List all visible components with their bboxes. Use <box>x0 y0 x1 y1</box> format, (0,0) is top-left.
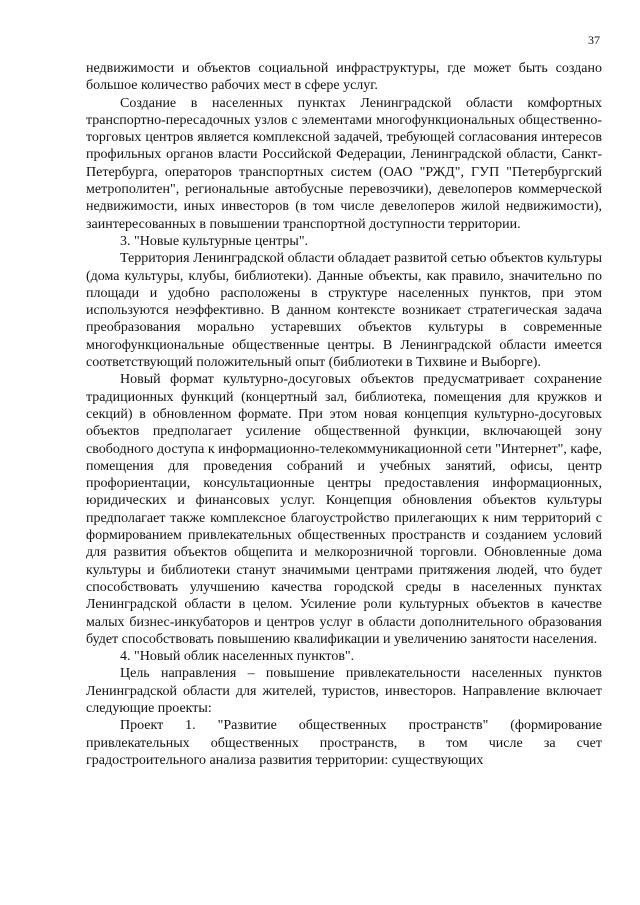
paragraph: Проект 1. "Развитие общественных пространств" (формирование привлекательных общественных пространств, в том числе за счет градостроительного анализа развития территории: существующих <box>86 718 602 768</box>
paragraph: Создание в населенных пунктах Ленинградской области комфортных транспортно-пересадочных узлов с элементами многофункциональных общественно-торговых центров является комплексной задачей, требующей согласования интересов профильных органов власти Российской Федерации, Ленинградской области, Санкт-Петербурга, операторов транспортных систем (ОАО "РЖД", ГУП "Петербургский метрополитен", региональные автобусные перевозчики), девелоперов коммерческой недвижимости, иных инвесторов (в том числе девелоперов жилой недвижимости), заинтересованных в повышении транспортной доступности территории. <box>86 95 602 232</box>
paragraph: Территория Ленинградской области обладает развитой сетью объектов культуры (дома культуры, клубы, библиотеки). Данные объекты, как правило, значительно по площади и удобно расположены в структуре населенных пунктов, при этом используются неэффективно. В данном контексте возникает стратегическая задача преобразования морально устаревших объектов культуры в современные многофункциональные общественные центры. В Ленинградской области имеется соответствующий положительный опыт (библиотеки в Тихвине и Выборге). <box>86 251 602 371</box>
paragraph: недвижимости и объектов социальной инфраструктуры, где может быть создано большое количество рабочих мест в сфере услуг. <box>86 61 602 94</box>
section-heading: 3. "Новые культурные центры". <box>120 233 309 249</box>
paragraph: Новый формат культурно-досуговых объектов предусматривает сохранение традиционных функций (концертный зал, библиотека, помещения для кружков и секций) в обновленном формате. При этом новая концепция культурно-досуговых объектов предполагает усиление общественной функции, включающей зону свободного доступа к информационно-телекоммуникационной сети "Интернет", кафе, помещения для проведения собраний и учебных занятий, офисы, центр профориентации, консультационные центры предоставления информационных, юридических и финансовых услуг. Концепция обновления объектов культуры предполагает также комплексное благоустройство прилегающих к ним территорий с формированием привлекательных общественных пространств и созданием условий для развития объектов общепита и мелкорозничной торговли. Обновленные дома культуры и библиотеки станут значимыми центрами притяжения людей, что будет способствовать улучшению качества городской среды в населенных пунктах Ленинградской области в целом. Усиление роли культурных объектов в качестве малых бизнес-инкубаторов и центров услуг в области дополнительного образования будет способствовать повышению квалификации и увеличению занятости населения. <box>86 372 602 647</box>
section-heading: 4. "Новый облик населенных пунктов". <box>120 649 355 665</box>
paragraph: Цель направления – повышение привлекательности населенных пунктов Ленинградской области для жителей, туристов, инвесторов. Направление включает следующие проекты: <box>86 666 602 716</box>
document-body <box>86 60 602 769</box>
page-number: 37 <box>588 33 600 47</box>
